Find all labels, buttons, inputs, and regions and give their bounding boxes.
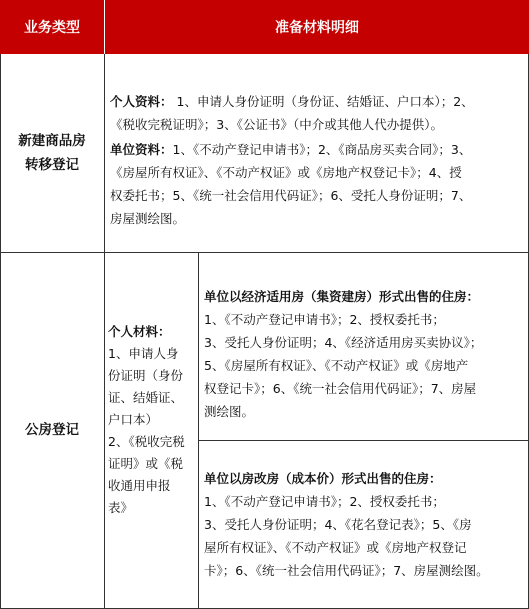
personal-text-line: 份证明（身份 [108, 368, 184, 383]
personal-text-line: 2、《税收完税 [108, 434, 185, 449]
row1-personal-materials [110, 90, 524, 136]
sub-cell-line: 5、《房屋所有权证》、《不动产权证》或《房地产 [204, 358, 469, 373]
personal-text-line: 证明》或《税 [108, 456, 184, 471]
personal-text-line: 证、结婚证、 [108, 390, 184, 405]
column-divider [104, 54, 105, 609]
sub-column-divider [198, 252, 199, 609]
personal-label: 个人材料： [108, 324, 171, 339]
category-public-housing: 公房登记 [25, 422, 79, 438]
personal-text-line: 户口本） [108, 412, 159, 427]
row1-unit-materials [110, 138, 524, 230]
unit-text-line: 权委托书；5、《统一社会信用代码证》；6、受托人身份证明；7、 [110, 188, 472, 203]
personal-text-line: 1、申请人身 [108, 346, 179, 361]
sub-cell-line: 3、受托人身份证明；4、《花名登记表》；5、《房 [204, 517, 472, 532]
personal-text-line: 收通用申报 [108, 478, 171, 493]
personal-text-line: 1、申请人身份证明（身份证、结婚证、户口本）；2、 [172, 94, 474, 109]
sub-cell-line: 1、《不动产登记申请书》；2、授权委托书； [204, 312, 445, 327]
sub-cell-line: 权登记卡》；6、《统一社会信用代码证》；7、房屋 [204, 381, 477, 396]
unit-text-line: 房屋测绘图。 [110, 211, 186, 226]
category-line-1: 新建商品房 [18, 133, 86, 149]
sub-cell-line: 3、受托人身份证明；4、《经济适用房买卖协议》； [204, 335, 483, 350]
sub-cell-line: 测绘图。 [204, 404, 255, 419]
header-business-type: 业务类型 [0, 0, 104, 54]
sub-cell-line: 1、《不动产登记申请书》；2、授权委托书； [204, 494, 445, 509]
sub-cell-title: 单位以经济适用房（集资建房）形式出售的住房： [204, 289, 480, 304]
sub-cell-reform-housing [204, 467, 526, 582]
personal-label: 个人资料： [110, 94, 173, 109]
personal-text-line: 表》 [108, 500, 134, 515]
sub-cell-affordable-housing [204, 285, 526, 423]
unit-text-line: 1、《不动产登记申请书》；2、《商品房买卖合同》；3、 [172, 142, 472, 157]
unit-label: 单位资料： [110, 142, 173, 157]
header-materials-detail: 准备材料明细 [104, 0, 529, 54]
category-line-2: 转移登记 [25, 157, 79, 173]
sub-cell-line: 屋所有权证》、《不动产权证》或《房地产权登记 [204, 540, 467, 555]
sub-cell-title: 单位以房改房（成本价）形式出售的住房： [204, 471, 442, 486]
personal-text-line: 《税收完税证明》；3、《公证书》（中介或其他人代办提供）。 [110, 117, 443, 132]
sub-cell-line: 卡》；6、《统一社会信用代码证》；7、房屋测绘图。 [204, 563, 489, 578]
category-new-commercial-housing [0, 54, 104, 252]
row2-personal-materials [108, 321, 196, 519]
sub-row-divider [198, 440, 529, 441]
unit-text-line: 《房屋所有权证》、《不动产权证》或《房地产权登记卡》；4、授 [110, 165, 462, 180]
